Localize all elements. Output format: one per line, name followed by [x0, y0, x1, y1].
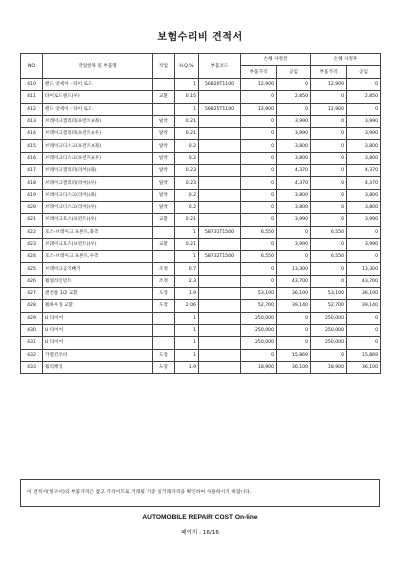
cell-hqty: 0.2	[175, 189, 199, 201]
cell-labor-before: 0	[277, 79, 311, 91]
cell-part-price-before: 0	[241, 238, 277, 250]
cell-labor-before: 4,370	[277, 177, 311, 189]
cell-part-price-after: 0	[311, 263, 347, 275]
cell-work: 교환	[153, 91, 175, 103]
cell-part-price-before: 250,000	[241, 312, 277, 324]
header-part-price-before: 부품가격	[241, 66, 277, 79]
cell-work: 조정	[153, 275, 175, 287]
cell-labor-before: 3,990	[277, 128, 311, 140]
cell-code	[199, 337, 241, 349]
cell-hqty: 1	[175, 337, 199, 349]
header-no: NO	[21, 54, 43, 79]
cell-part-price-after: 0	[311, 201, 347, 213]
cell-labor-before: 3,800	[277, 152, 311, 164]
cell-labor-before: 3,990	[277, 214, 311, 226]
cell-labor-before: 15,869	[277, 349, 311, 361]
header-work: 작업	[153, 54, 175, 79]
cell-no: 416	[21, 152, 43, 164]
cell-code	[199, 349, 241, 361]
header-group-after: 손해 사정후	[311, 54, 381, 66]
cell-part-price-before: 0	[241, 140, 277, 152]
cell-hqty: 0.23	[175, 177, 199, 189]
header-code: 부품코드	[199, 54, 241, 79]
table-row	[21, 214, 381, 226]
cell-work: 탈착	[153, 165, 175, 177]
cell-part-price-after: 0	[311, 115, 347, 127]
cell-code	[199, 361, 241, 373]
cell-part-price-after: 0	[311, 238, 347, 250]
cell-work: 도장	[153, 288, 175, 300]
cell-hqty: 1.9	[175, 288, 199, 300]
cell-hqty: 1	[175, 103, 199, 115]
cell-item: 브레이크디스크(프런트)(우)	[43, 152, 153, 164]
cell-work: 탈착	[153, 115, 175, 127]
cell-labor-before: 3,990	[277, 238, 311, 250]
cell-labor-after: 3,990	[347, 238, 381, 250]
table-row	[21, 79, 381, 91]
cell-labor-after: 13,300	[347, 263, 381, 275]
cell-item: 브레이크캘리퍼(프런트)(좌)	[43, 115, 153, 127]
header-row-top	[21, 54, 381, 66]
cell-labor-after: 0	[347, 103, 381, 115]
cell-labor-before: 3,800	[277, 201, 311, 213]
cell-item: 브레이크공기빼기	[43, 263, 153, 275]
cell-labor-before: 3,800	[277, 189, 311, 201]
cell-labor-after: 0	[347, 251, 381, 263]
cell-part-price-before: 0	[241, 263, 277, 275]
cell-labor-after: 3,800	[347, 189, 381, 201]
cell-work: 교환	[153, 214, 175, 226]
cell-labor-after: 3,800	[347, 140, 381, 152]
cell-part-price-after: 0	[311, 275, 347, 287]
cell-labor-before: 0	[277, 337, 311, 349]
cell-no: 427	[21, 288, 43, 300]
cell-item: 브레이크디스크(리어)(좌)	[43, 189, 153, 201]
cell-work: 도장	[153, 300, 175, 312]
cell-labor-after: 3,990	[347, 128, 381, 140]
cell-hqty: 0.2	[175, 152, 199, 164]
table-row	[21, 324, 381, 336]
cell-labor-after: 3,800	[347, 152, 381, 164]
table-row	[21, 226, 381, 238]
cell-labor-after: 15,869	[347, 349, 381, 361]
cell-labor-before: 0	[277, 324, 311, 336]
cell-code: 56820T1100	[199, 79, 241, 91]
cell-no: 412	[21, 103, 43, 115]
cell-part-price-before: 0	[241, 91, 277, 103]
cell-part-price-before: 0	[241, 201, 277, 213]
cell-labor-before: 3,800	[277, 140, 311, 152]
cell-item: U 타이어	[43, 324, 153, 336]
footer-brand: AUTOMOBILE REPAIR COST On-line	[142, 514, 258, 521]
cell-work	[153, 251, 175, 263]
cell-labor-after: 0	[347, 226, 381, 238]
cell-labor-before: 0	[277, 226, 311, 238]
cell-part-price-before: 0	[241, 115, 277, 127]
cell-code: 58732T1500	[199, 251, 241, 263]
cell-no: 423	[21, 238, 43, 250]
cell-labor-after: 36,100	[347, 288, 381, 300]
table-row	[21, 189, 381, 201]
cell-item: 휠얼라인먼트	[43, 275, 153, 287]
cell-labor-after: 3,990	[347, 214, 381, 226]
cell-code	[199, 263, 241, 275]
cell-item: U 타이어	[43, 337, 153, 349]
estimate-table	[20, 53, 381, 374]
cell-no: 418	[21, 177, 43, 189]
cell-labor-after: 4,370	[347, 177, 381, 189]
cell-item: 가열건조비	[43, 349, 153, 361]
cell-item: 브레이크캘리퍼(리어)(좌)	[43, 165, 153, 177]
cell-hqty: 2.3	[175, 275, 199, 287]
cell-no: 433	[21, 361, 43, 373]
cell-labor-before: 36,100	[277, 288, 311, 300]
document-title: 보험수리비 견적서	[157, 32, 243, 43]
cell-hqty: 0.23	[175, 165, 199, 177]
cell-item: 브레이크디스크(프런트)(좌)	[43, 140, 153, 152]
cell-item: 펜드 앗세이 - 타이 로드	[43, 79, 153, 91]
table-row	[21, 238, 381, 250]
cell-code	[199, 128, 241, 140]
cell-no: 422	[21, 226, 43, 238]
cell-hqty: 0.21	[175, 128, 199, 140]
cell-no: 421	[21, 214, 43, 226]
cell-labor-before: 0	[277, 251, 311, 263]
cell-labor-after: 0	[347, 312, 381, 324]
table-row	[21, 263, 381, 275]
cell-work	[153, 226, 175, 238]
cell-part-price-before: 52,700	[241, 300, 277, 312]
table-row	[21, 115, 381, 127]
cell-part-price-before: 250,000	[241, 337, 277, 349]
cell-part-price-after: 12,900	[311, 103, 347, 115]
cell-hqty: 0.21	[175, 115, 199, 127]
cell-code	[199, 140, 241, 152]
header-hqty: H.Q.%	[175, 54, 199, 79]
cell-part-price-before: 0	[241, 349, 277, 361]
table-row	[21, 337, 381, 349]
cell-item: 호스-브레이크 프론트,좌측	[43, 226, 153, 238]
cell-work: 교환	[153, 238, 175, 250]
cell-work	[153, 312, 175, 324]
cell-item: 브레이크디스크(리어)(우)	[43, 201, 153, 213]
cell-no: 430	[21, 324, 43, 336]
table-row	[21, 165, 381, 177]
cell-labor-after: 3,800	[347, 201, 381, 213]
table-row	[21, 152, 381, 164]
cell-code	[199, 312, 241, 324]
cell-part-price-before: 0	[241, 189, 277, 201]
cell-part-price-before: 0	[241, 152, 277, 164]
cell-labor-after: 39,140	[347, 300, 381, 312]
header-labor-after: 공임	[347, 66, 381, 79]
cell-work: 탈착	[153, 201, 175, 213]
cell-no: 429	[21, 312, 43, 324]
cell-part-price-after: 18,900	[311, 361, 347, 373]
cell-work	[153, 324, 175, 336]
cell-work: 도장	[153, 349, 175, 361]
table-row	[21, 140, 381, 152]
price-notice: 이 견적서(청구서)의 부품가격은 참고 가격이므로 거래될 기준 실거래가격을 확인하여 사용하시기 바랍니다.	[20, 479, 380, 507]
cell-part-price-after: 0	[311, 152, 347, 164]
cell-labor-before: 3,990	[277, 115, 311, 127]
cell-part-price-after: 0	[311, 91, 347, 103]
cell-item: 휠리페잉	[43, 361, 153, 373]
cell-part-price-before: 53,100	[241, 288, 277, 300]
cell-item: 브레이크호스(프런트)(우)	[43, 238, 153, 250]
cell-code	[199, 189, 241, 201]
cell-hqty: 0.2	[175, 140, 199, 152]
cell-labor-before: 4,370	[277, 165, 311, 177]
cell-part-price-after: 0	[311, 177, 347, 189]
cell-part-price-after: 0	[311, 214, 347, 226]
table-row	[21, 312, 381, 324]
cell-labor-before: 39,140	[277, 300, 311, 312]
cell-hqty: 0.7	[175, 263, 199, 275]
cell-no: 431	[21, 337, 43, 349]
cell-work: 탈착	[153, 152, 175, 164]
cell-work	[153, 103, 175, 115]
cell-item: U 타이어	[43, 312, 153, 324]
cell-code	[199, 165, 241, 177]
cell-no: 425	[21, 263, 43, 275]
cell-code	[199, 288, 241, 300]
cell-hqty: 1.9	[175, 361, 199, 373]
table-row	[21, 103, 381, 115]
cell-part-price-after: 12,900	[311, 79, 347, 91]
cell-part-price-after: 0	[311, 140, 347, 152]
table-row	[21, 349, 381, 361]
cell-item: 호스-브레이크 프론트,우측	[43, 251, 153, 263]
cell-no: 432	[21, 349, 43, 361]
cell-hqty: 1	[175, 251, 199, 263]
cell-hqty: 1	[175, 79, 199, 91]
cell-part-price-after: 0	[311, 349, 347, 361]
cell-hqty: 0.21	[175, 238, 199, 250]
cell-no: 428	[21, 300, 43, 312]
cell-labor-before: 0	[277, 312, 311, 324]
cell-labor-before: 36,100	[277, 361, 311, 373]
cell-item: 휠하우징 교환	[43, 300, 153, 312]
cell-hqty: 2.06	[175, 300, 199, 312]
cell-part-price-after: 250,000	[311, 312, 347, 324]
cell-labor-after: 43,700	[347, 275, 381, 287]
cell-labor-before: 2,850	[277, 91, 311, 103]
cell-item: 펜드 앗세이 - 타이 로드	[43, 103, 153, 115]
cell-part-price-after: 53,100	[311, 288, 347, 300]
cell-labor-after: 0	[347, 79, 381, 91]
header-part-price-after: 부품가격	[311, 66, 347, 79]
cell-item: 브레이크호스(프런트)(우)	[43, 214, 153, 226]
cell-labor-after: 3,990	[347, 115, 381, 127]
cell-part-price-after: 52,700	[311, 300, 347, 312]
cell-part-price-after: 0	[311, 128, 347, 140]
cell-work: 탈착	[153, 189, 175, 201]
cell-work: 탈착	[153, 177, 175, 189]
cell-work: 도장	[153, 361, 175, 373]
cell-labor-before: 43,700	[277, 275, 311, 287]
cell-part-price-after: 6,550	[311, 226, 347, 238]
header-labor-before: 공임	[277, 66, 311, 79]
cell-work	[153, 79, 175, 91]
cell-part-price-after: 250,000	[311, 337, 347, 349]
cell-part-price-before: 12,900	[241, 103, 277, 115]
cell-part-price-after: 6,550	[311, 251, 347, 263]
cell-hqty: 0.15	[175, 91, 199, 103]
cell-item: 브레이크캘리퍼(프런트)(우)	[43, 128, 153, 140]
cell-part-price-after: 0	[311, 165, 347, 177]
cell-labor-before: 0	[277, 103, 311, 115]
cell-work	[153, 337, 175, 349]
cell-no: 420	[21, 201, 43, 213]
cell-code: 56825T1100	[199, 103, 241, 115]
table-row	[21, 361, 381, 373]
cell-labor-after: 4,370	[347, 165, 381, 177]
cell-labor-after: 36,100	[347, 361, 381, 373]
header-item: 작업항목 및 부품명	[43, 54, 153, 79]
cell-part-price-before: 0	[241, 165, 277, 177]
cell-work: 탈착	[153, 128, 175, 140]
cell-work: 조정	[153, 263, 175, 275]
cell-no: 424	[21, 251, 43, 263]
cell-code	[199, 91, 241, 103]
cell-code	[199, 177, 241, 189]
cell-code	[199, 115, 241, 127]
cell-work: 탈착	[153, 140, 175, 152]
cell-no: 414	[21, 128, 43, 140]
table-row	[21, 300, 381, 312]
cell-labor-after: 0	[347, 324, 381, 336]
cell-no: 415	[21, 140, 43, 152]
cell-no: 410	[21, 79, 43, 91]
cell-no: 426	[21, 275, 43, 287]
cell-item: 타이로드엔드(우)	[43, 91, 153, 103]
cell-no: 411	[21, 91, 43, 103]
cell-hqty: 0.21	[175, 214, 199, 226]
estimate-rows	[21, 79, 381, 374]
page-number: 페이지 : 16/16	[181, 530, 219, 536]
cell-part-price-before: 6,550	[241, 251, 277, 263]
cell-part-price-before: 12,900	[241, 79, 277, 91]
table-row	[21, 177, 381, 189]
cell-code	[199, 152, 241, 164]
cell-labor-after: 2,850	[347, 91, 381, 103]
cell-no: 417	[21, 165, 43, 177]
cell-part-price-after: 0	[311, 189, 347, 201]
cell-part-price-before: 0	[241, 128, 277, 140]
header-group-before: 손해 사정전	[241, 54, 311, 66]
cell-hqty: 1	[175, 226, 199, 238]
cell-part-price-before: 0	[241, 214, 277, 226]
cell-labor-after: 0	[347, 337, 381, 349]
cell-no: 419	[21, 189, 43, 201]
cell-code	[199, 201, 241, 213]
table-row	[21, 275, 381, 287]
table-row	[21, 91, 381, 103]
cell-hqty: 1	[175, 312, 199, 324]
cell-hqty: 0.2	[175, 201, 199, 213]
table-row	[21, 251, 381, 263]
table-row	[21, 128, 381, 140]
cell-item: 앤진룸 1/2 교환	[43, 288, 153, 300]
table-row	[21, 201, 381, 213]
cell-code	[199, 214, 241, 226]
cell-no: 413	[21, 115, 43, 127]
cell-part-price-before: 0	[241, 275, 277, 287]
cell-part-price-before: 0	[241, 177, 277, 189]
cell-part-price-before: 6,550	[241, 226, 277, 238]
cell-item: 브레이크캘리퍼(리어)(우)	[43, 177, 153, 189]
cell-hqty: 1	[175, 324, 199, 336]
cell-code	[199, 275, 241, 287]
table-row	[21, 288, 381, 300]
cell-part-price-after: 250,000	[311, 324, 347, 336]
cell-hqty: 1	[175, 349, 199, 361]
cell-code	[199, 324, 241, 336]
cell-part-price-before: 18,900	[241, 361, 277, 373]
cell-labor-before: 13,300	[277, 263, 311, 275]
cell-part-price-before: 250,000	[241, 324, 277, 336]
cell-code	[199, 238, 241, 250]
cell-code: 58731T1500	[199, 226, 241, 238]
cell-code	[199, 300, 241, 312]
